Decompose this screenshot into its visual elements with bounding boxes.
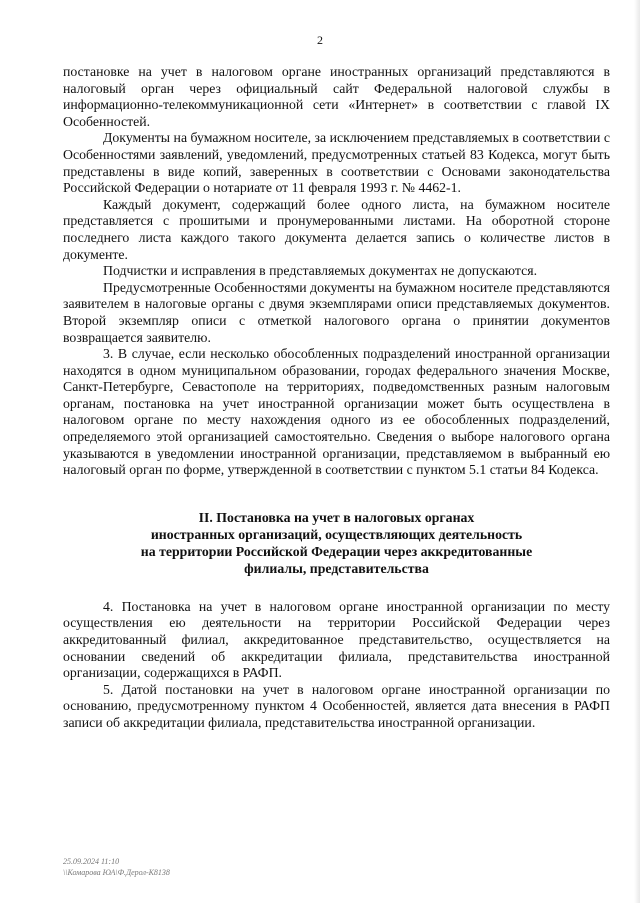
section-heading: [63, 509, 610, 577]
paragraph: Подчистки и исправления в представляемых документах не допускаются.: [103, 263, 538, 279]
paragraph: 4. Постановка на учет в налоговом органе иностранной организации по месту осуществления ею деятельности на территории Российской Федерации через аккредитованный филиал, аккредитованное представительство, осуществляется на основании сведений об аккредитации филиала, представительства иностранной организации, содержащихся в РАФП.: [63, 598, 610, 681]
paragraph: Каждый документ, содержащий более одного листа, на бумажном носителе представляется с прошитыми и пронумерованными листами. На оборотной стороне последнего листа каждого такого документа делается запись о количестве листов в документе.: [63, 196, 610, 262]
paragraph: 5. Датой постановки на учет в налоговом органе иностранной организации по основанию, предусмотренному пунктом 4 Особенностей, является дата внесения в РАФП записи об аккредитации филиала, представительства иностранной организации.: [63, 681, 610, 730]
paragraph: 3. В случае, если несколько обособленных подразделений иностранной организации находятся в одном муниципальном образовании, городах федерального значения Москве, Санкт-Петербурге, Севастополе на территориях, подведомственных разным налоговым органам, постановка на учет иностранной организации может быть осуществлена в налоговом органе по месту нахождения одного из ее обособленных подразделений, определяемого этой организацией самостоятельно. Сведения о выборе налогового органа указываются в уведомлении иностранной организации, представляемом в выбранный ею налоговый орган по форме, утвержденной в соответствии с пунктом 5.1 статьи 84 Кодекса.: [63, 346, 610, 478]
scan-edge-shadow: [634, 0, 640, 903]
paragraph: постановке на учет в налоговом органе иностранных организаций представляются в налоговый орган через официальный сайт Федеральной налоговой службы в информационно-телекоммуникационной сети «Интернет» в соответствии с главой IX Особенностей.: [63, 64, 610, 129]
page-number: 2: [317, 33, 323, 47]
footer-timestamp: 25.09.2024 11:10: [63, 857, 120, 866]
paragraph: Документы на бумажном носителе, за исключением представляемых в соответствии с Особенностями заявлений, уведомлений, предусмотренных статьей 83 Кодекса, могут быть представлены в виде копий, заверенных в соответствии с Основами законодательства Российской Федерации о нотариате от 11 февраля 1993 г. № 4462-1.: [63, 130, 610, 196]
section-heading-line: II. Постановка на учет в налоговых органах: [198, 509, 475, 525]
document-body: [63, 64, 610, 732]
paragraph: Предусмотренные Особенностями документы на бумажном носителе представляются заявителем в налоговые органы с двумя экземплярами описи представляемых документов. Второй экземпляр описи с отметкой налогового органа о принятии документов возвращается заявителю.: [63, 279, 610, 345]
section-heading-line: на территории Российской Федерации через аккредитованные: [140, 543, 533, 559]
section-heading-line: филиалы, представительства: [244, 560, 429, 576]
footer-stamp: [63, 856, 170, 878]
section-heading-line: иностранных организаций, осуществляющих деятельность: [150, 526, 523, 542]
footer-path: \\Комарова ЮА\Ф.Дерол-К8138: [63, 868, 170, 877]
